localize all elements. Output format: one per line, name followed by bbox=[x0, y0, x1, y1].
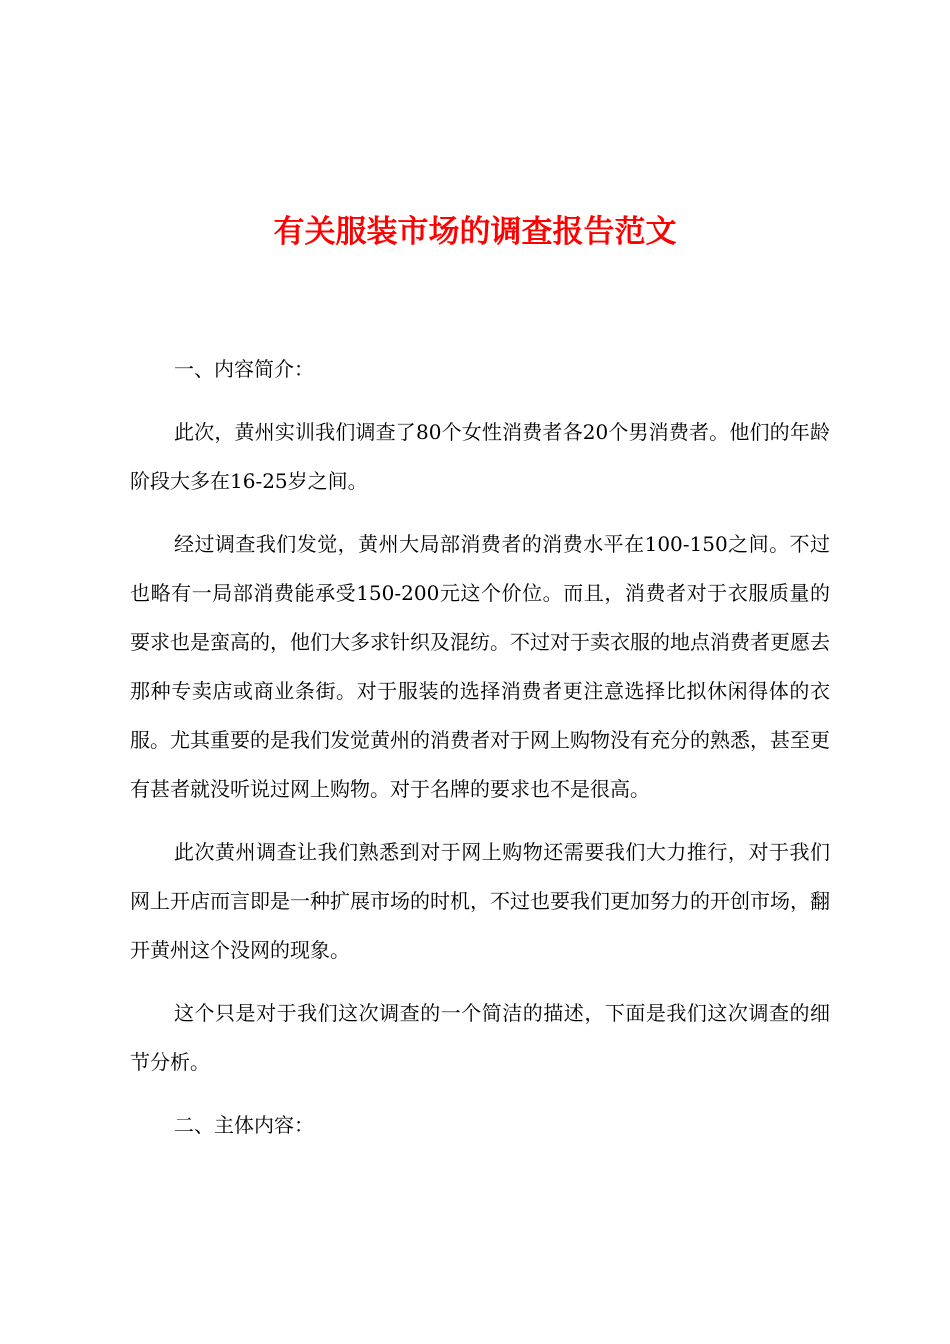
paragraph: 此次，黄州实训我们调查了80个女性消费者各20个男消费者。他们的年龄阶段大多在16-25岁之间。 bbox=[130, 420, 830, 493]
document-body bbox=[130, 345, 830, 1164]
section-heading-intro: 一、内容简介： bbox=[174, 357, 314, 381]
paragraph: 此次黄州调查让我们熟悉到对于网上购物还需要我们大力推行，对于我们网上开店而言即是一种扩展市场的时机，不过也要我们更加努力的开创市场，翻开黄州这个没网的现象。 bbox=[130, 840, 830, 962]
paragraph: 经过调查我们发觉，黄州大局部消费者的消费水平在100-150之间。不过也略有一局部消费能承受150-200元这个价位。而且，消费者对于衣服质量的要求也是蛮高的，他们大多求针织及混纺。不过对于卖衣服的地点消费者更愿去那种专卖店或商业条街。对于服装的选择消费者更注意选择比拟休闲得体的衣服。尤其重要的是我们发觉黄州的消费者对于网上购物没有充分的熟悉，甚至更有甚者就没听说过网上购物。对于名牌的要求也不是很高。 bbox=[130, 532, 830, 801]
section-heading-main: 二、主体内容： bbox=[174, 1113, 314, 1137]
paragraph: 这个只是对于我们这次调查的一个简洁的描述，下面是我们这次调查的细节分析。 bbox=[130, 1001, 830, 1074]
document-title: 有关服装市场的调查报告范文 bbox=[273, 214, 677, 250]
